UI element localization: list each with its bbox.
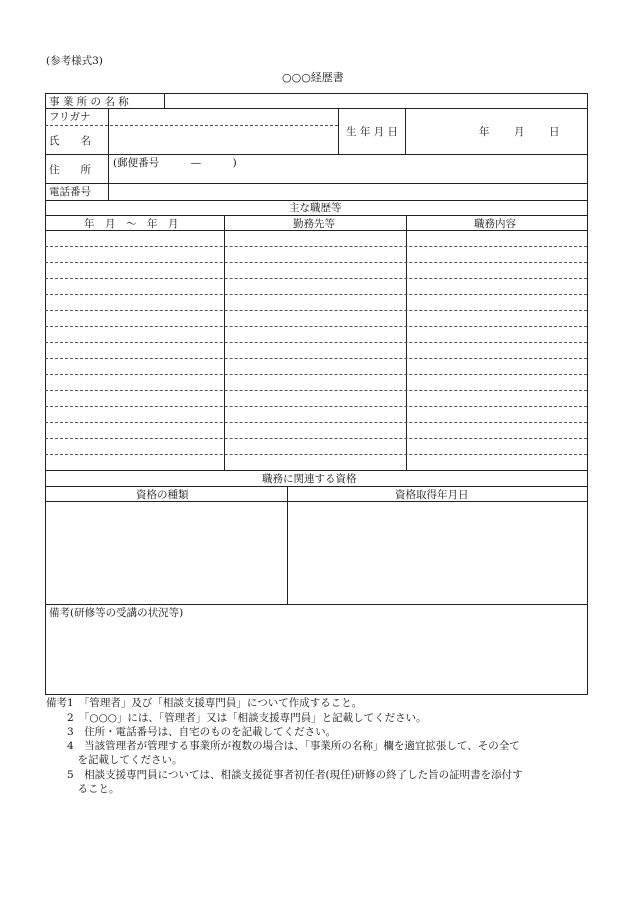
qualification-col-divider: [287, 486, 288, 604]
address-label: 住 所: [49, 164, 91, 176]
furigana-label: フリガナ: [49, 111, 91, 123]
career-col-workplace: 勤務先等: [293, 218, 335, 230]
note-line: ること。: [46, 783, 120, 795]
form-reference: (参考様式3): [46, 55, 103, 67]
qualification-col-date: 資格取得年月日: [395, 489, 469, 501]
postal-code-label: (郵便番号 — ): [113, 157, 237, 169]
career-row-separator: [45, 358, 587, 359]
furigana-dashed-divider: [45, 125, 338, 126]
address-row-bottom: [45, 183, 588, 184]
name-label: 氏 名: [49, 135, 91, 147]
qualification-header-bottom: [45, 501, 588, 502]
career-col-duties: 職務内容: [474, 218, 516, 230]
career-row-separator: [45, 406, 587, 407]
career-row-separator: [45, 278, 587, 279]
office-name-label: 事 業 所 の 名 称: [49, 96, 129, 108]
name-field-right: [338, 108, 339, 154]
qualification-section-bottom: [45, 604, 588, 605]
birth-year-label: 年: [479, 126, 490, 138]
qualification-heading: 職務に関連する資格: [262, 473, 357, 485]
career-row-separator: [45, 454, 587, 455]
note-line: 備考1 「管理者」及び「相談支援専門員」について作成すること。: [46, 697, 363, 709]
career-header-bottom: [45, 230, 588, 231]
remarks-label: 備考(研修等の受講の状況等): [49, 607, 184, 619]
birthdate-divider: [405, 108, 406, 154]
page-title: ○○○経歴書: [282, 71, 344, 84]
phone-label: 電話番号: [49, 186, 91, 198]
name-row-bottom: [45, 154, 588, 155]
table-bottom-border: [45, 694, 588, 695]
career-row-separator: [45, 342, 587, 343]
note-line: 5 相談支援専門員については、相談支援従事者初任者(現任)研修の終了した旨の証明書を添付す: [46, 769, 523, 781]
table-top-border: [45, 93, 588, 94]
career-heading-bottom: [45, 215, 588, 216]
career-row-separator: [45, 390, 587, 391]
birth-day-label: 日: [549, 126, 560, 138]
phone-row-bottom: [45, 200, 588, 201]
career-row-separator: [45, 246, 587, 247]
note-line: 2 「○○○」には、「管理者」又は「相談支援専門員」と記載してください。: [46, 712, 427, 724]
career-row-separator: [45, 326, 587, 327]
career-row-separator: [45, 262, 587, 263]
career-row-separator: [45, 438, 587, 439]
birth-month-label: 月: [514, 126, 525, 138]
career-row-separator: [45, 422, 587, 423]
note-line: 3 住所・電話番号は、自宅のものを記載してください。: [46, 726, 337, 738]
qualification-heading-bottom: [45, 486, 588, 487]
career-section-bottom: [45, 470, 588, 471]
office-name-divider: [164, 93, 165, 108]
career-row-separator: [45, 374, 587, 375]
career-row-separator: [45, 310, 587, 311]
career-row-separator: [45, 294, 587, 295]
office-row-bottom: [45, 108, 588, 109]
qualification-col-type: 資格の種類: [136, 489, 189, 501]
career-col-period: 年 月 ～ 年 月: [84, 218, 179, 230]
note-line: 4 当該管理者が管理する事業所が複数の場合は、「事業所の名称」欄を適宜拡張して、その全て: [46, 740, 520, 752]
note-line: を記載してください。: [46, 754, 183, 766]
birthdate-label: 生 年 月 日: [346, 126, 399, 138]
career-heading: 主な職歴等: [289, 202, 342, 214]
